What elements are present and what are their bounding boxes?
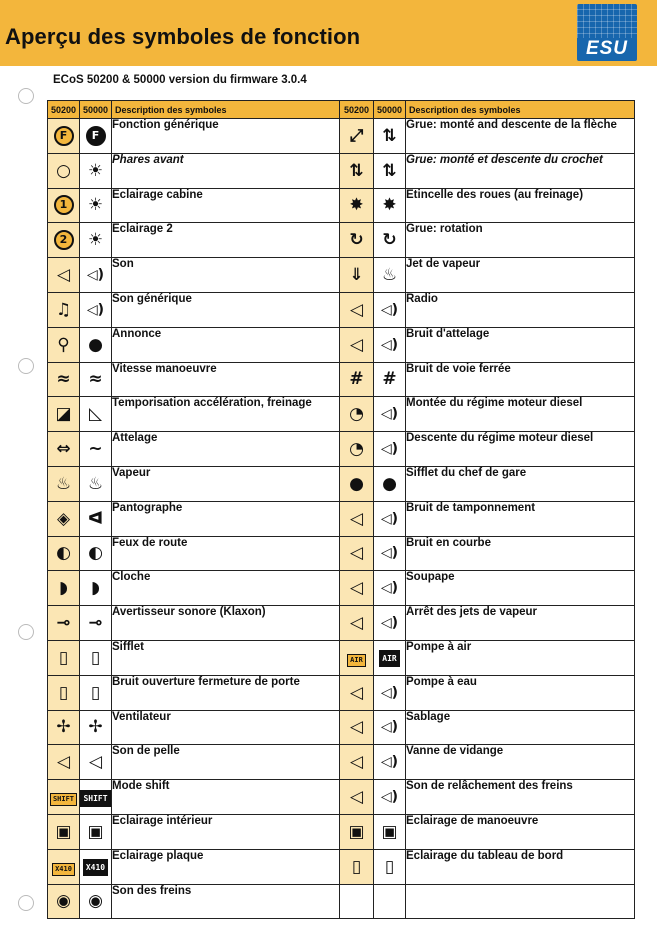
function-icon: F — [54, 126, 74, 146]
sound-icon: ◁ — [56, 265, 71, 286]
left-50200-cell — [48, 119, 80, 154]
right-50000-cell — [374, 780, 406, 815]
table-body — [48, 119, 635, 919]
left-50000-cell — [80, 258, 112, 293]
rpm-down-icon: ◁) — [380, 441, 399, 458]
turtle-icon: ≈ — [56, 369, 71, 390]
brake-sound-icon: ◉ — [88, 891, 103, 912]
left-50000-cell — [80, 814, 112, 849]
track-sound-icon: # — [382, 369, 397, 390]
left-50000-cell — [80, 536, 112, 571]
coupling-icon: ⇔ — [56, 439, 71, 460]
air-pump-icon: AIR — [379, 650, 399, 667]
left-description: Feux de route — [112, 536, 340, 571]
left-description: Cloche — [112, 571, 340, 606]
cabin-light-icon: ☀ — [87, 195, 104, 216]
shovel-icon: ◁ — [56, 752, 71, 773]
right-50200-cell — [340, 292, 374, 327]
table-row — [48, 640, 635, 675]
left-50200-cell — [48, 710, 80, 745]
left-description: Son des freins — [112, 884, 340, 919]
left-description: Son — [112, 258, 340, 293]
right-50200-cell — [340, 362, 374, 397]
left-50200-cell — [48, 745, 80, 780]
right-description: Sifflet du chef de gare — [406, 466, 635, 501]
buffer-sound-icon: ◁) — [380, 510, 399, 527]
left-50200-cell — [48, 327, 80, 362]
left-50200-cell — [48, 258, 80, 293]
right-description: Jet de vapeur — [406, 258, 635, 293]
right-description: Montée du régime moteur diesel — [406, 397, 635, 432]
right-50000-cell — [374, 571, 406, 606]
left-50200-cell — [48, 675, 80, 710]
right-50200-cell — [340, 501, 374, 536]
table-header — [48, 101, 635, 119]
brake-release-icon: ◁) — [380, 789, 399, 806]
right-50000-cell — [374, 745, 406, 780]
table-row — [48, 501, 635, 536]
left-50000-cell — [80, 188, 112, 223]
table-row — [48, 223, 635, 258]
shunting-light-icon: ▣ — [348, 821, 365, 842]
water-pump-icon: ◁) — [380, 684, 399, 701]
left-50000-cell — [80, 362, 112, 397]
right-50200-cell — [340, 745, 374, 780]
right-50000-cell — [374, 536, 406, 571]
left-50000-cell — [80, 292, 112, 327]
pantograph-icon: ◈ — [56, 508, 71, 529]
horn-icon: ⊸ — [88, 613, 103, 634]
page-title: Aperçu des symboles de fonction — [5, 24, 361, 49]
left-50200-cell — [48, 292, 80, 327]
fan-icon: ✢ — [88, 717, 103, 738]
cabin-light-icon: 1 — [54, 195, 74, 215]
table-row — [48, 432, 635, 467]
subtitle: ECoS 50200 & 50000 version du firmware 3.0.4 — [53, 74, 307, 86]
right-50000-cell — [374, 292, 406, 327]
left-50000-cell — [80, 606, 112, 641]
rpm-up-icon: ◁) — [380, 406, 399, 423]
left-50000-cell — [80, 153, 112, 188]
esu-logo — [577, 4, 637, 61]
function-icon: F — [86, 126, 106, 146]
binder-hole-2 — [18, 358, 34, 374]
steam-jet-icon: ⇓ — [349, 265, 364, 286]
left-50200-cell — [48, 606, 80, 641]
ramp-icon: ◪ — [55, 404, 72, 425]
right-50200-cell — [340, 849, 374, 884]
table-row — [48, 884, 635, 919]
right-50000-cell — [374, 258, 406, 293]
left-50000-cell — [80, 849, 112, 884]
right-50200-cell — [340, 780, 374, 815]
steam-icon: ♨ — [87, 473, 104, 494]
dashboard-light-icon: ▯ — [351, 856, 362, 877]
empty-cell — [406, 884, 635, 919]
left-50200-cell — [48, 640, 80, 675]
right-50200-cell — [340, 571, 374, 606]
right-description: Pompe à air — [406, 640, 635, 675]
left-50200-cell — [48, 466, 80, 501]
left-50200-cell — [48, 849, 80, 884]
table-row — [48, 153, 635, 188]
left-50200-cell — [48, 814, 80, 849]
headlight-icon: ☀ — [87, 160, 104, 181]
coupling-icon: ~ — [88, 439, 103, 460]
left-50200-cell — [48, 536, 80, 571]
left-description: Pantographe — [112, 501, 340, 536]
table-row — [48, 188, 635, 223]
rpm-down-icon: ◔ — [349, 439, 364, 460]
left-description: Ventilateur — [112, 710, 340, 745]
left-50000-cell — [80, 223, 112, 258]
left-50200-cell — [48, 571, 80, 606]
left-description: Mode shift — [112, 780, 340, 815]
radio-icon: ◁ — [349, 299, 364, 320]
right-50200-cell — [340, 675, 374, 710]
conductor-whistle-icon: ● — [382, 473, 397, 494]
door-icon: ▯ — [90, 682, 101, 703]
drain-valve-icon: ◁ — [349, 752, 364, 773]
right-50000-cell — [374, 606, 406, 641]
right-description: Pompe à eau — [406, 675, 635, 710]
left-description: Phares avant — [112, 153, 340, 188]
right-50200-cell — [340, 466, 374, 501]
right-description: Eclairage du tableau de bord — [406, 849, 635, 884]
left-50000-cell — [80, 675, 112, 710]
table-row — [48, 258, 635, 293]
crane-rotation-icon: ↻ — [349, 230, 364, 251]
crane-boom-icon: ⤢ — [349, 125, 364, 146]
table-row — [48, 466, 635, 501]
crane-rotation-icon: ↻ — [382, 230, 397, 251]
table-row — [48, 780, 635, 815]
left-50200-cell — [48, 223, 80, 258]
coupling-sound-icon: ◁ — [349, 334, 364, 355]
table-row — [48, 327, 635, 362]
left-50000-cell — [80, 432, 112, 467]
steam-icon: ♨ — [55, 473, 72, 494]
whistle-icon: ▯ — [58, 647, 69, 668]
left-50200-cell — [48, 397, 80, 432]
binder-hole-3 — [18, 624, 34, 640]
right-50000-cell — [374, 640, 406, 675]
right-50200-cell — [340, 710, 374, 745]
table-row — [48, 397, 635, 432]
whistle-icon: ▯ — [90, 647, 101, 668]
right-description: Grue: rotation — [406, 223, 635, 258]
right-50200-cell — [340, 536, 374, 571]
left-description: Bruit ouverture fermeture de porte — [112, 675, 340, 710]
left-50200-cell — [48, 362, 80, 397]
generic-sound-icon: ◁) — [86, 301, 105, 318]
right-description: Etincelle des roues (au freinage) — [406, 188, 635, 223]
logo-grid — [577, 4, 637, 38]
table-row — [48, 675, 635, 710]
binder-hole-1 — [18, 88, 34, 104]
bell-icon: ◗ — [59, 578, 68, 599]
right-description: Sablage — [406, 710, 635, 745]
table-row — [48, 606, 635, 641]
buffer-sound-icon: ◁ — [349, 508, 364, 529]
right-description: Descente du régime moteur diesel — [406, 432, 635, 467]
generic-sound-icon: ♫ — [55, 299, 72, 320]
right-50000-cell — [374, 675, 406, 710]
interior-light-icon: ▣ — [87, 821, 104, 842]
right-50200-cell — [340, 397, 374, 432]
left-50200-cell — [48, 188, 80, 223]
right-description: Grue: monté and descente de la flèche — [406, 119, 635, 154]
col-header-50200-right: 50200 — [340, 101, 374, 119]
logo-text: ESU — [585, 38, 629, 59]
col-header-50000-left: 50000 — [80, 101, 112, 119]
col-header-description-left: Description des symboles — [112, 101, 340, 119]
left-50000-cell — [80, 327, 112, 362]
right-50200-cell — [340, 814, 374, 849]
table-row — [48, 362, 635, 397]
left-description: Eclairage 2 — [112, 223, 340, 258]
valve-icon: ◁ — [349, 578, 364, 599]
left-description: Eclairage plaque — [112, 849, 340, 884]
table-row — [48, 536, 635, 571]
valve-icon: ◁) — [380, 580, 399, 597]
shift-icon: SHIFT — [50, 793, 77, 806]
crane-boom-icon: ⇅ — [382, 125, 397, 146]
right-50000-cell — [374, 327, 406, 362]
pantograph-icon: ᐊ — [87, 508, 104, 529]
table-row — [48, 745, 635, 780]
crane-hook-icon: ⇅ — [349, 160, 364, 181]
left-50200-cell — [48, 153, 80, 188]
left-50000-cell — [80, 397, 112, 432]
right-50200-cell — [340, 432, 374, 467]
right-50200-cell — [340, 153, 374, 188]
right-description: Soupape — [406, 571, 635, 606]
announcement-icon: ⚲ — [57, 334, 70, 355]
right-50000-cell — [374, 849, 406, 884]
empty-cell — [374, 884, 406, 919]
left-50000-cell — [80, 119, 112, 154]
right-50000-cell — [374, 432, 406, 467]
right-50000-cell — [374, 466, 406, 501]
left-50000-cell — [80, 745, 112, 780]
brake-sound-icon: ◉ — [56, 891, 71, 912]
left-description: Sifflet — [112, 640, 340, 675]
left-description: Avertisseur sonore (Klaxon) — [112, 606, 340, 641]
right-50000-cell — [374, 397, 406, 432]
right-50000-cell — [374, 501, 406, 536]
water-pump-icon: ◁ — [349, 682, 364, 703]
interior-light-icon: ▣ — [55, 821, 72, 842]
dashboard-light-icon: ▯ — [384, 856, 395, 877]
curve-sound-icon: ◁ — [349, 543, 364, 564]
sanding-icon: ◁ — [349, 717, 364, 738]
table-row — [48, 119, 635, 154]
horn-icon: ⊸ — [56, 613, 71, 634]
shift-icon: SHIFT — [80, 790, 110, 807]
wheel-spark-icon: ✸ — [382, 195, 397, 216]
right-50000-cell — [374, 362, 406, 397]
brake-release-icon: ◁ — [349, 787, 364, 808]
col-header-50200-left: 50200 — [48, 101, 80, 119]
radio-icon: ◁) — [380, 301, 399, 318]
left-50000-cell — [80, 640, 112, 675]
left-description: Eclairage intérieur — [112, 814, 340, 849]
light-2-icon: 2 — [54, 230, 74, 250]
right-description: Arrêt des jets de vapeur — [406, 606, 635, 641]
plate-light-icon: X410 — [83, 859, 108, 876]
announcement-icon: ● — [88, 334, 103, 355]
door-icon: ▯ — [58, 682, 69, 703]
coupling-sound-icon: ◁) — [380, 336, 399, 353]
left-50200-cell — [48, 501, 80, 536]
table-row — [48, 710, 635, 745]
wheel-spark-icon: ✸ — [349, 195, 364, 216]
steam-stop-icon: ◁ — [349, 613, 364, 634]
empty-cell — [340, 884, 374, 919]
right-description: Grue: monté et descente du crochet — [406, 153, 635, 188]
right-50000-cell — [374, 188, 406, 223]
right-50000-cell — [374, 153, 406, 188]
shovel-icon: ◁ — [88, 752, 103, 773]
right-50200-cell — [340, 327, 374, 362]
right-description: Vanne de vidange — [406, 745, 635, 780]
right-50200-cell — [340, 640, 374, 675]
left-50000-cell — [80, 466, 112, 501]
binder-hole-4 — [18, 895, 34, 911]
steam-stop-icon: ◁) — [380, 615, 399, 632]
left-50000-cell — [80, 780, 112, 815]
rpm-up-icon: ◔ — [349, 404, 364, 425]
table-row — [48, 571, 635, 606]
left-description: Son générique — [112, 292, 340, 327]
curve-sound-icon: ◁) — [380, 545, 399, 562]
high-beam-icon: ◐ — [88, 543, 103, 564]
headlight-icon: ○ — [56, 160, 71, 181]
left-description: Annonce — [112, 327, 340, 362]
drain-valve-icon: ◁) — [380, 754, 399, 771]
right-50000-cell — [374, 223, 406, 258]
track-sound-icon: # — [349, 369, 364, 390]
plate-light-icon: X410 — [52, 863, 75, 876]
right-50200-cell — [340, 258, 374, 293]
high-beam-icon: ◐ — [56, 543, 71, 564]
right-description: Radio — [406, 292, 635, 327]
sanding-icon: ◁) — [380, 719, 399, 736]
left-50200-cell — [48, 432, 80, 467]
air-pump-icon: AIR — [347, 654, 366, 667]
light-2-icon: ☀ — [87, 230, 104, 251]
right-description: Bruit d'attelage — [406, 327, 635, 362]
left-50000-cell — [80, 710, 112, 745]
left-50000-cell — [80, 884, 112, 919]
left-50000-cell — [80, 571, 112, 606]
turtle-icon: ≈ — [88, 369, 103, 390]
table-row — [48, 814, 635, 849]
right-description: Bruit de voie ferrée — [406, 362, 635, 397]
col-header-description-right: Description des symboles — [406, 101, 635, 119]
fan-icon: ✢ — [56, 717, 71, 738]
left-description: Vitesse manoeuvre — [112, 362, 340, 397]
conductor-whistle-icon: ● — [349, 473, 364, 494]
shunting-light-icon: ▣ — [381, 821, 398, 842]
crane-hook-icon: ⇅ — [382, 160, 397, 181]
ramp-icon: ◺ — [88, 404, 103, 425]
right-50200-cell — [340, 223, 374, 258]
sound-icon: ◁) — [86, 267, 105, 284]
right-50200-cell — [340, 188, 374, 223]
right-50000-cell — [374, 814, 406, 849]
left-description: Son de pelle — [112, 745, 340, 780]
left-50200-cell — [48, 884, 80, 919]
steam-jet-icon: ♨ — [381, 265, 398, 286]
bell-icon: ◗ — [91, 578, 100, 599]
right-50000-cell — [374, 710, 406, 745]
table-row — [48, 849, 635, 884]
left-description: Vapeur — [112, 466, 340, 501]
left-50000-cell — [80, 501, 112, 536]
col-header-50000-right: 50000 — [374, 101, 406, 119]
left-description: Eclairage cabine — [112, 188, 340, 223]
left-50200-cell — [48, 780, 80, 815]
left-description: Attelage — [112, 432, 340, 467]
right-description: Bruit en courbe — [406, 536, 635, 571]
right-50200-cell — [340, 119, 374, 154]
table-row — [48, 292, 635, 327]
left-description: Temporisation accélération, freinage — [112, 397, 340, 432]
right-50000-cell — [374, 119, 406, 154]
symbols-table — [47, 100, 635, 919]
right-description: Eclairage de manoeuvre — [406, 814, 635, 849]
right-description: Bruit de tamponnement — [406, 501, 635, 536]
right-50200-cell — [340, 606, 374, 641]
right-description: Son de relâchement des freins — [406, 780, 635, 815]
left-description: Fonction générique — [112, 119, 340, 154]
